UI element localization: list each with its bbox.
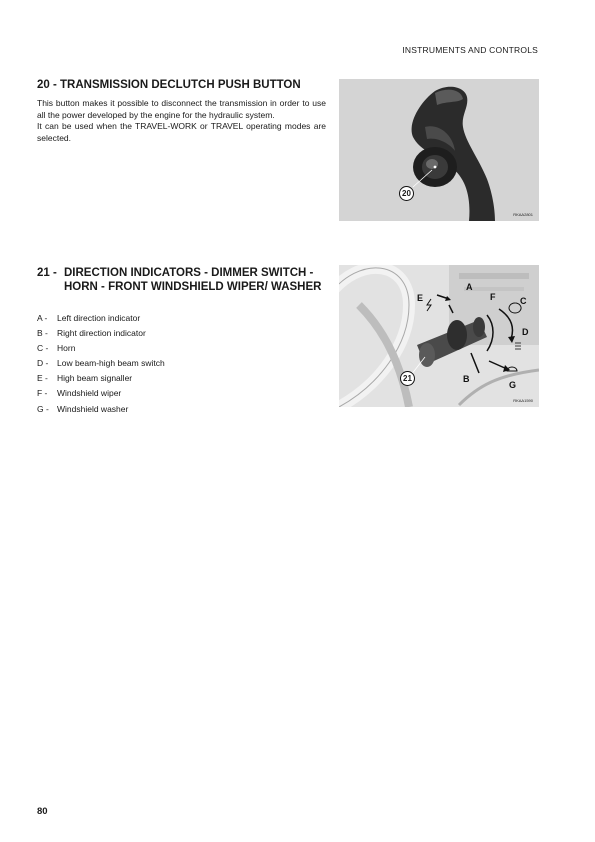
label-f: F <box>490 292 496 302</box>
callout-21: 21 <box>400 371 415 386</box>
section-title-20: 20 - TRANSMISSION DECLUTCH PUSH BUTTON <box>37 79 301 91</box>
list-item <box>37 311 287 326</box>
item-text: Left direction indicator <box>57 313 141 323</box>
label-c: C <box>520 296 527 306</box>
list-item <box>37 386 287 401</box>
item-text: High beam signaller <box>57 373 133 384</box>
section-heading: DIRECTION INDICATORS - DIMMER SWITCH - HORN - FRONT WINDSHIELD WIPER/ WASHER <box>64 267 322 293</box>
list-item <box>37 326 287 341</box>
label-g: G <box>509 380 517 390</box>
item-letter: G - <box>37 403 49 414</box>
page-number: 80 <box>37 806 48 817</box>
label-a: A <box>466 282 473 292</box>
item-letter: E - <box>37 373 48 384</box>
figure-code: RKAA2801 <box>513 212 533 217</box>
list-item <box>37 341 287 356</box>
label-b: B <box>463 374 470 384</box>
item-text: Windshield wiper <box>57 388 122 399</box>
list-item <box>37 402 287 417</box>
label-e: E <box>417 293 424 303</box>
list-item <box>37 371 287 386</box>
item-letter: B - <box>37 328 48 339</box>
item-text: Horn <box>57 343 76 354</box>
list-item <box>37 356 287 371</box>
callout-20: 20 <box>399 186 414 201</box>
item-letter: A - <box>37 313 48 323</box>
paragraph: It can be used when the TRAVEL-WORK or TRAVEL operating modes are selected. <box>37 121 326 143</box>
paragraph: This button makes it possible to disconnect the transmission in order to use all the power developed by the engine for the hydraulic system. <box>37 98 326 120</box>
section-20-body <box>37 98 326 144</box>
item-text: Windshield washer <box>57 403 129 414</box>
legend-list <box>37 311 287 417</box>
item-letter: C - <box>37 343 49 354</box>
section-number: 21 - <box>37 267 57 279</box>
item-letter: D - <box>37 358 49 369</box>
item-text: Low beam-high beam switch <box>57 358 165 369</box>
running-header: INSTRUMENTS AND CONTROLS <box>402 45 538 55</box>
figure-code: RKAA1590 <box>513 398 533 403</box>
joystick-illustration <box>339 79 539 221</box>
steering-column-switch-photo <box>339 265 539 407</box>
item-text: Right direction indicator <box>57 328 146 339</box>
item-letter: F - <box>37 388 48 399</box>
label-d: D <box>522 327 529 337</box>
declutch-button-photo <box>339 79 539 221</box>
